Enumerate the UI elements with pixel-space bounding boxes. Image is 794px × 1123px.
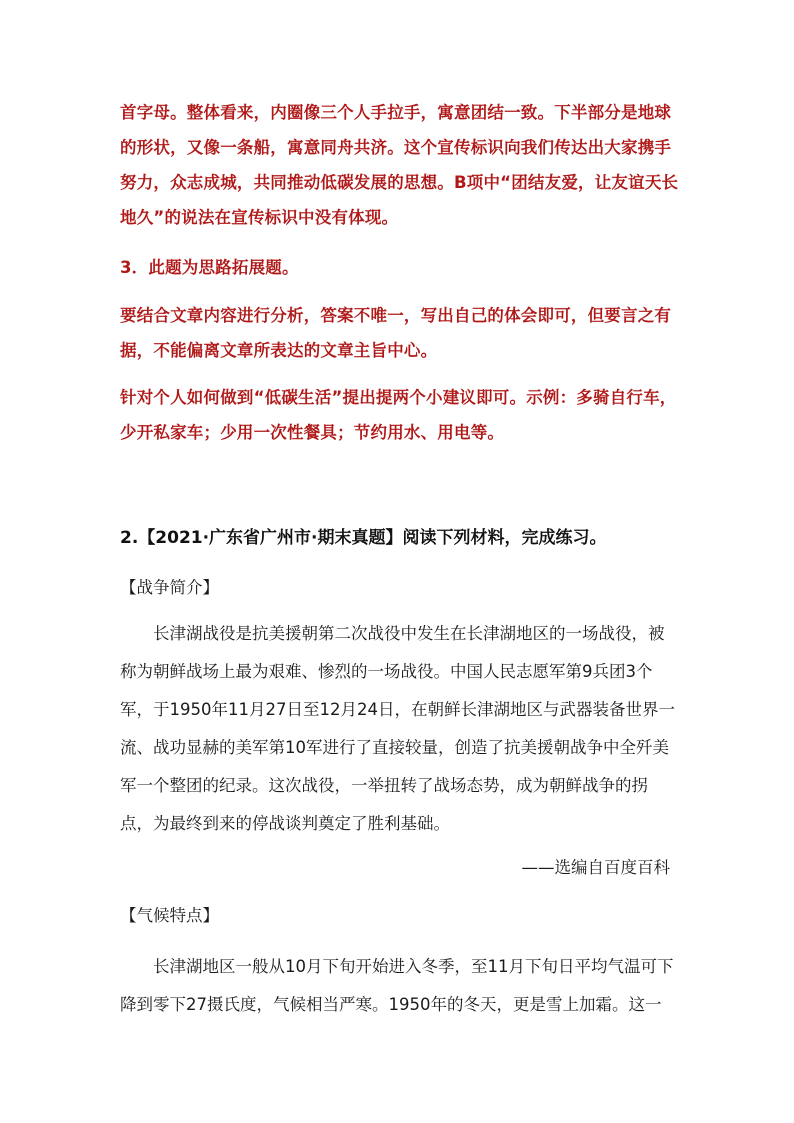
answer-paragraph-4: 针对个人如何做到“低碳生活”提出提两个小建议即可。示例：多骑自行车，少开私家车；少用一次性餐具；节约用水、用电等。 (120, 388, 677, 442)
source-citation: ——选编自百度百科 (521, 858, 670, 877)
section-text-climate: 长津湖地区一般从10月下旬开始进入冬季，至11月下旬日平均气温可下降到零下27摄氏度，气候相当严寒。1950年的冬天，更是雪上加霜。这一 (120, 957, 674, 1014)
question-title: 2.【2021·广东省广州市·期末真题】阅读下列材料，完成练习。 (120, 528, 607, 548)
section-label-war-intro: 【战争简介】 (120, 578, 219, 597)
section-label-climate: 【气候特点】 (120, 906, 219, 925)
answer-paragraph-1: 首字母。整体看来，内圈像三个人手拉手，寓意团结一致。下半部分是地球的形状，又像一条船，寓意同舟共济。这个宣传标识向我们传达出大家携手努力，众志成城，共同推动低碳发展的思想。B项中“团结友爱，让友谊天长地久”的说法在宣传标识中没有体现。 (120, 103, 679, 227)
answer-paragraph-2: 3．此题为思路拓展题。 (120, 258, 299, 277)
answer-paragraph-3: 要结合文章内容进行分析，答案不唯一，写出自己的体会即可，但要言之有据，不能偏离文章所表达的文章主旨中心。 (120, 306, 672, 360)
section-text-war-intro: 长津湖战役是抗美援朝第二次战役中发生在长津湖地区的一场战役，被称为朝鲜战场上最为艰难、惨烈的一场战役。中国人民志愿军第9兵团3个军，于1950年11月27日至12月24日，在朝鲜长津湖地区与武器装备世界一流、战功显赫的美军第10军进行了直接较量，创造了抗美援朝战争中全歼美军一个整团的纪录。这次战役，一举扭转了战场态势，成为朝鲜战争的拐点，为最终到来的停战谈判奠定了胜利基础。 (120, 624, 675, 833)
